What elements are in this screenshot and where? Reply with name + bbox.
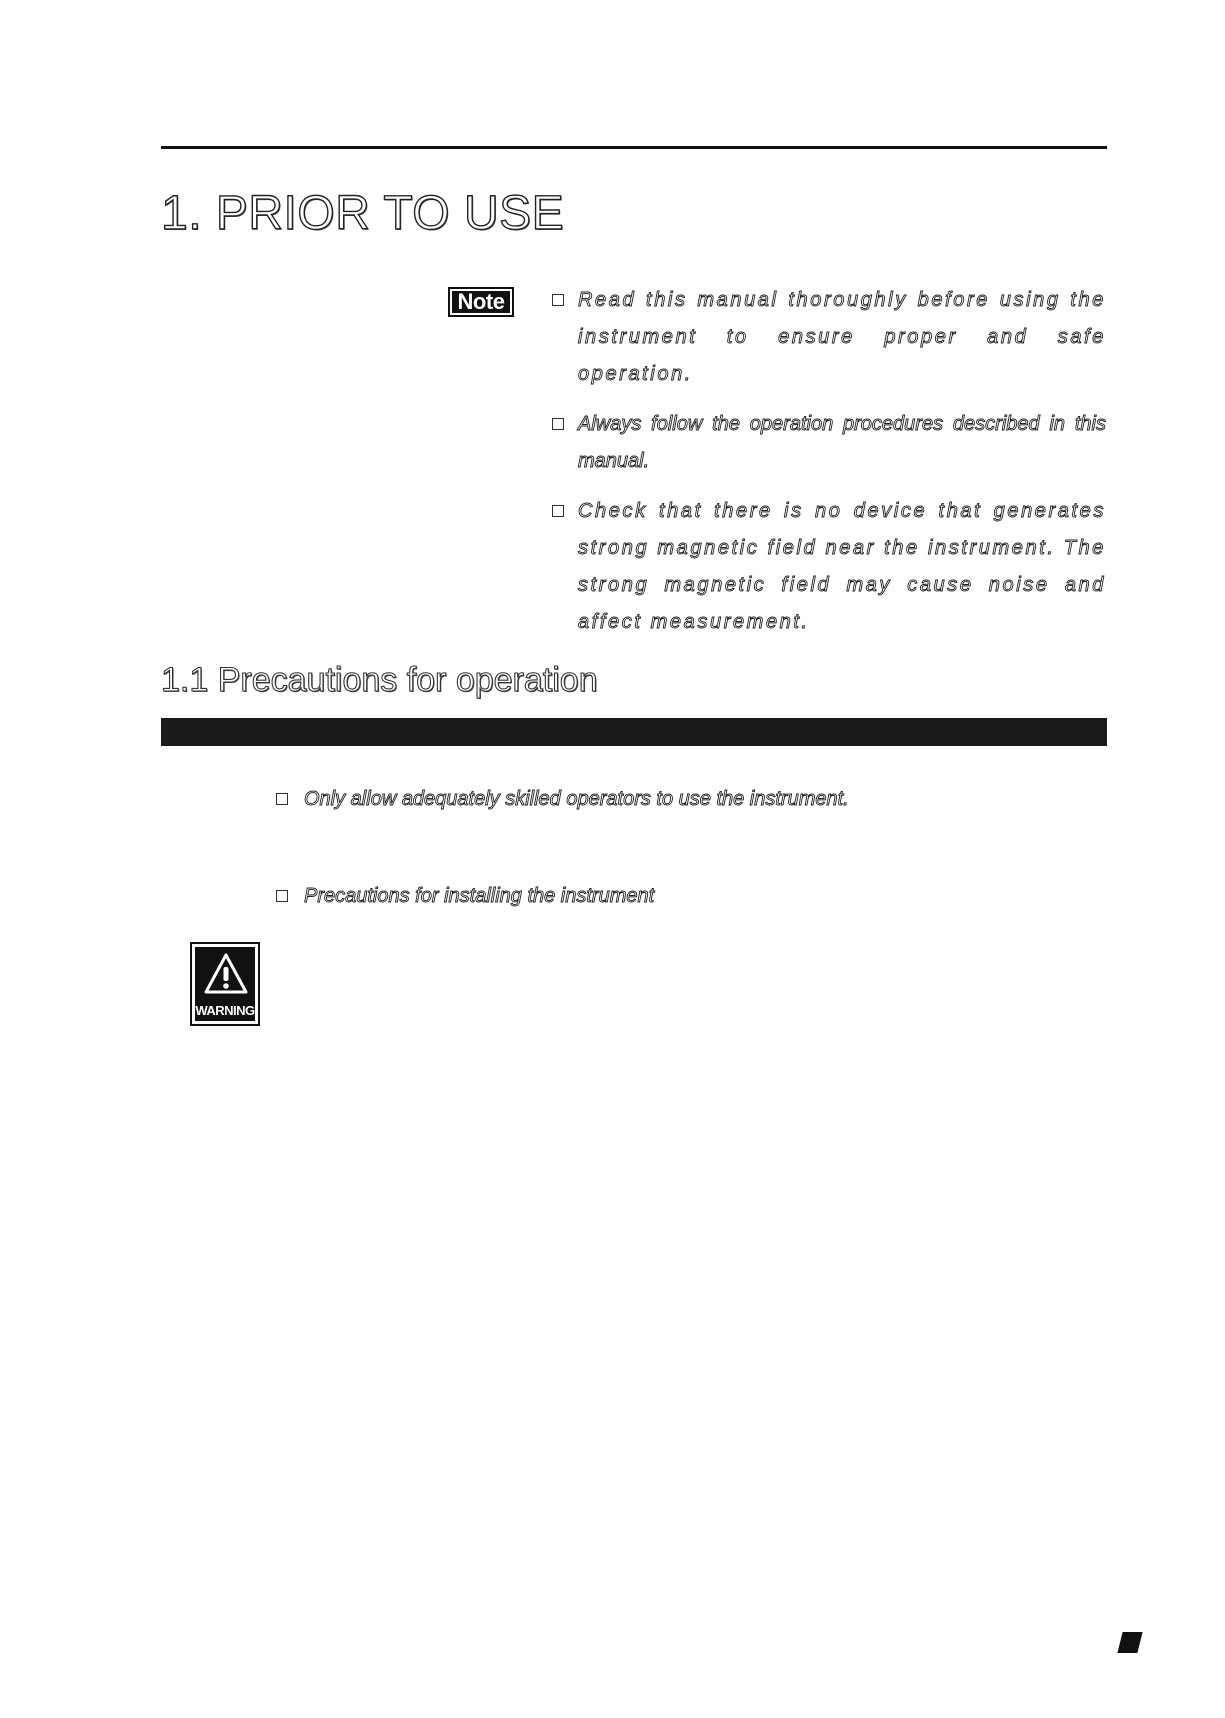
warning-icon xyxy=(190,942,260,1026)
checkbox-bullet-icon xyxy=(276,793,288,805)
page-edge-tab xyxy=(1117,1632,1142,1653)
section-heading: 1.1 Precautions for operation xyxy=(161,661,598,699)
precaution-item-text: Precautions for installing the instrument xyxy=(304,885,655,907)
warning-triangle-icon xyxy=(203,952,249,998)
precaution-item-text: Only allow adequately skilled operators to use the instrument. xyxy=(304,788,849,810)
note-item xyxy=(550,406,1106,480)
note-item-text: Check that there is no device that generates strong magnetic field near the instrument. The strong magnetic field may cause noise and affect measurement. xyxy=(578,500,1106,633)
note-badge-label: Note xyxy=(452,291,510,313)
note-item-text: Always follow the operation procedures described in this manual. xyxy=(578,413,1106,472)
checkbox-bullet-icon xyxy=(552,294,564,306)
page-title: 1. PRIOR TO USE xyxy=(161,187,565,240)
note-badge xyxy=(448,287,514,317)
note-item xyxy=(550,493,1106,641)
checkbox-bullet-icon xyxy=(552,505,564,517)
warning-label: WARNING xyxy=(195,1003,255,1018)
checkbox-bullet-icon xyxy=(552,418,564,430)
warning-icon-body xyxy=(195,947,255,1021)
precaution-item xyxy=(274,784,849,814)
note-item xyxy=(550,282,1106,393)
top-rule xyxy=(161,146,1107,149)
note-item-text: Read this manual thoroughly before using the instrument to ensure proper and safe operation. xyxy=(578,289,1106,385)
checkbox-bullet-icon xyxy=(276,890,288,902)
section-divider-bar xyxy=(161,718,1107,746)
precaution-item xyxy=(274,881,654,911)
note-list xyxy=(550,282,1106,654)
